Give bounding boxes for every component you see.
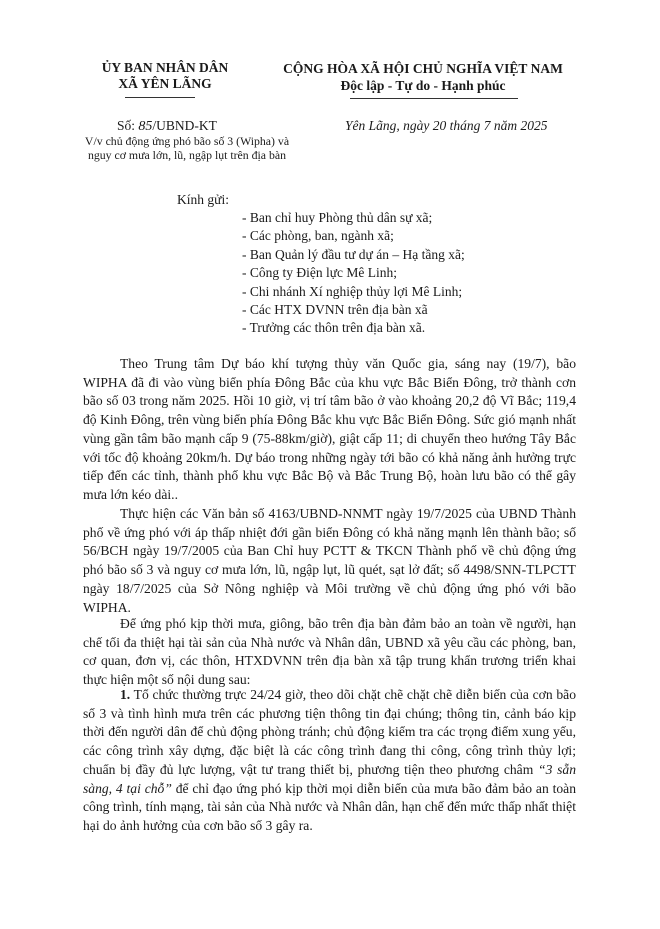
item-text-b: để chỉ đạo ứng phó kịp thời mọi diễn biến của mưa bão đảm bảo an toàn công trình, tính mạng, tài sản của Nhà nước và Nhân dân, hạn chế đến mức thấp nhất thiệt hại do ảnh hưởng của cơn bão số 3 gây ra. xyxy=(83,780,576,833)
doc-number-value: 85 xyxy=(138,119,153,134)
motto-underline xyxy=(350,98,518,99)
body-paragraph-forecast: Theo Trung tâm Dự báo khí tượng thủy văn Quốc gia, sáng nay (19/7), bão WIPHA đã đi vào vùng biển phía Đông Bắc của khu vực Bắc Biển Đông, trở thành cơn bão số 03 trong năm 2025. Hồi 10 giờ, vị trí tâm bão ở vào khoảng 20,2 độ Vĩ Bắc; 119,4 độ Kinh Đông, trên vùng biển phía Đông Bắc khu vực Bắc Biển Đông. Sức gió mạnh nhất vùng gần tâm bão mạnh cấp 9 (75-88km/giờ), giật cấp 11; di chuyển theo hướng Tây Bắc với tốc độ khoảng 20km/h. Dự báo trong những ngày tới bão có khả năng ảnh hưởng trực tiếp đến các tỉnh, thành phố khu vực Bắc Bộ và Bắc Trung Bộ, hoàn lưu bão có thể gây mưa lớn kéo dài.. xyxy=(83,356,576,502)
recipient-item: - Ban chỉ huy Phòng thủ dân sự xã; xyxy=(242,210,433,225)
date-day: 20 xyxy=(432,118,447,133)
doc-number-suffix: /UBND-KT xyxy=(152,118,217,133)
document-subject xyxy=(62,134,312,162)
issuer-underline xyxy=(125,97,195,98)
document-date xyxy=(345,118,548,134)
date-place: Yên Lãng, ngày xyxy=(345,118,430,133)
national-motto: Độc lập - Tự do - Hạnh phúc xyxy=(340,78,506,93)
recipient-list xyxy=(242,209,465,338)
recipient-item: - Trưởng các thôn trên địa bàn xã. xyxy=(242,320,426,336)
item-text-a: Tổ chức thường trực 24/24 giờ, theo dõi chặt chẽ chặt chẽ diễn biến của cơn bão số 3 và tình hình mưa trên các phương tiện thông tin đại chúng; thông tin, cảnh báo kịp thời đến người dân để chủ động phòng tránh; chủ động kiểm tra các trọng điểm xung yếu, các công trình xây dựng, đặc biệt là các công trình đang thi công, công trình thủy lợi; chuẩn bị đầy đủ lực lượng, vật tư trang thiết bị, phương tiện theo phương châm xyxy=(83,687,576,777)
date-month-label: tháng xyxy=(449,118,481,133)
national-title: CỘNG HÒA XÃ HỘI CHỦ NGHĨA VIỆT NAM xyxy=(283,61,563,76)
doc-number-prefix: Số: xyxy=(117,118,136,133)
body-paragraph-references: Thực hiện các Văn bản số 4163/UBND-NNMT ngày 19/7/2025 của UBND Thành phố về ứng phó với áp thấp nhiệt đới gần biển Đông có khả năng mạnh lên thành bão; số 56/BCH ngày 19/7/2005 của Ban Chỉ huy PCTT & TKCN Thành phố về chủ động ứng phó bão số 3 và nguy cơ mưa lớn, lũ, ngập lụt, lũ quét, sạt lở đất; số 4498/SNN-TLPCTT ngày 18/7/2025 của Sở Nông nghiệp và Môi trường về chủ động ứng phó với bão WIPHA. xyxy=(83,506,576,615)
subject-line-2: nguy cơ mưa lớn, lũ, ngập lụt trên địa bàn xyxy=(87,148,287,162)
date-month: 7 xyxy=(483,118,491,133)
recipient-item: - Công ty Điện lực Mê Linh; xyxy=(242,265,398,281)
item-number: 1. xyxy=(120,687,131,702)
national-title-block xyxy=(268,60,578,94)
recipient-item: - Chi nhánh Xí nghiệp thủy lợi Mê Linh; xyxy=(242,283,463,299)
issuer-name: ỦY BAN NHÂN DÂN xyxy=(101,60,229,75)
greeting: Kính gửi: xyxy=(177,192,229,207)
recipient-item: - Các phòng, ban, ngành xã; xyxy=(242,228,394,244)
item-motto-quote: “3 sẵn sàng, 4 tại chỗ” xyxy=(83,761,576,796)
recipient-item: - Ban Quản lý đầu tư dự án – Hạ tầng xã; xyxy=(242,246,465,262)
subject-line-1: V/v chủ động ứng phó bão số 3 (Wipha) và xyxy=(84,134,290,148)
date-year: năm 2025 xyxy=(493,118,548,133)
document-number xyxy=(117,118,217,135)
recipient-item: - Các HTX DVNN trên địa bàn xã xyxy=(242,302,428,318)
body-paragraph-item-1 xyxy=(83,686,576,836)
issuer-commune: XÃ YÊN LÃNG xyxy=(118,76,212,91)
issuer-block xyxy=(85,60,245,92)
body-paragraph-directive: Để ứng phó kịp thời mưa, giông, bão trên địa bàn đảm bảo an toàn về người, hạn chế tối đa thiệt hại tài sản của Nhà nước và Nhân dân, UBND xã yêu cầu các phòng, ban, cơ quan, đơn vị, các thôn, HTXDVNN trên địa bàn xã tập trung khẩn trương triển khai thực hiện một số nội dung sau: xyxy=(83,616,576,688)
